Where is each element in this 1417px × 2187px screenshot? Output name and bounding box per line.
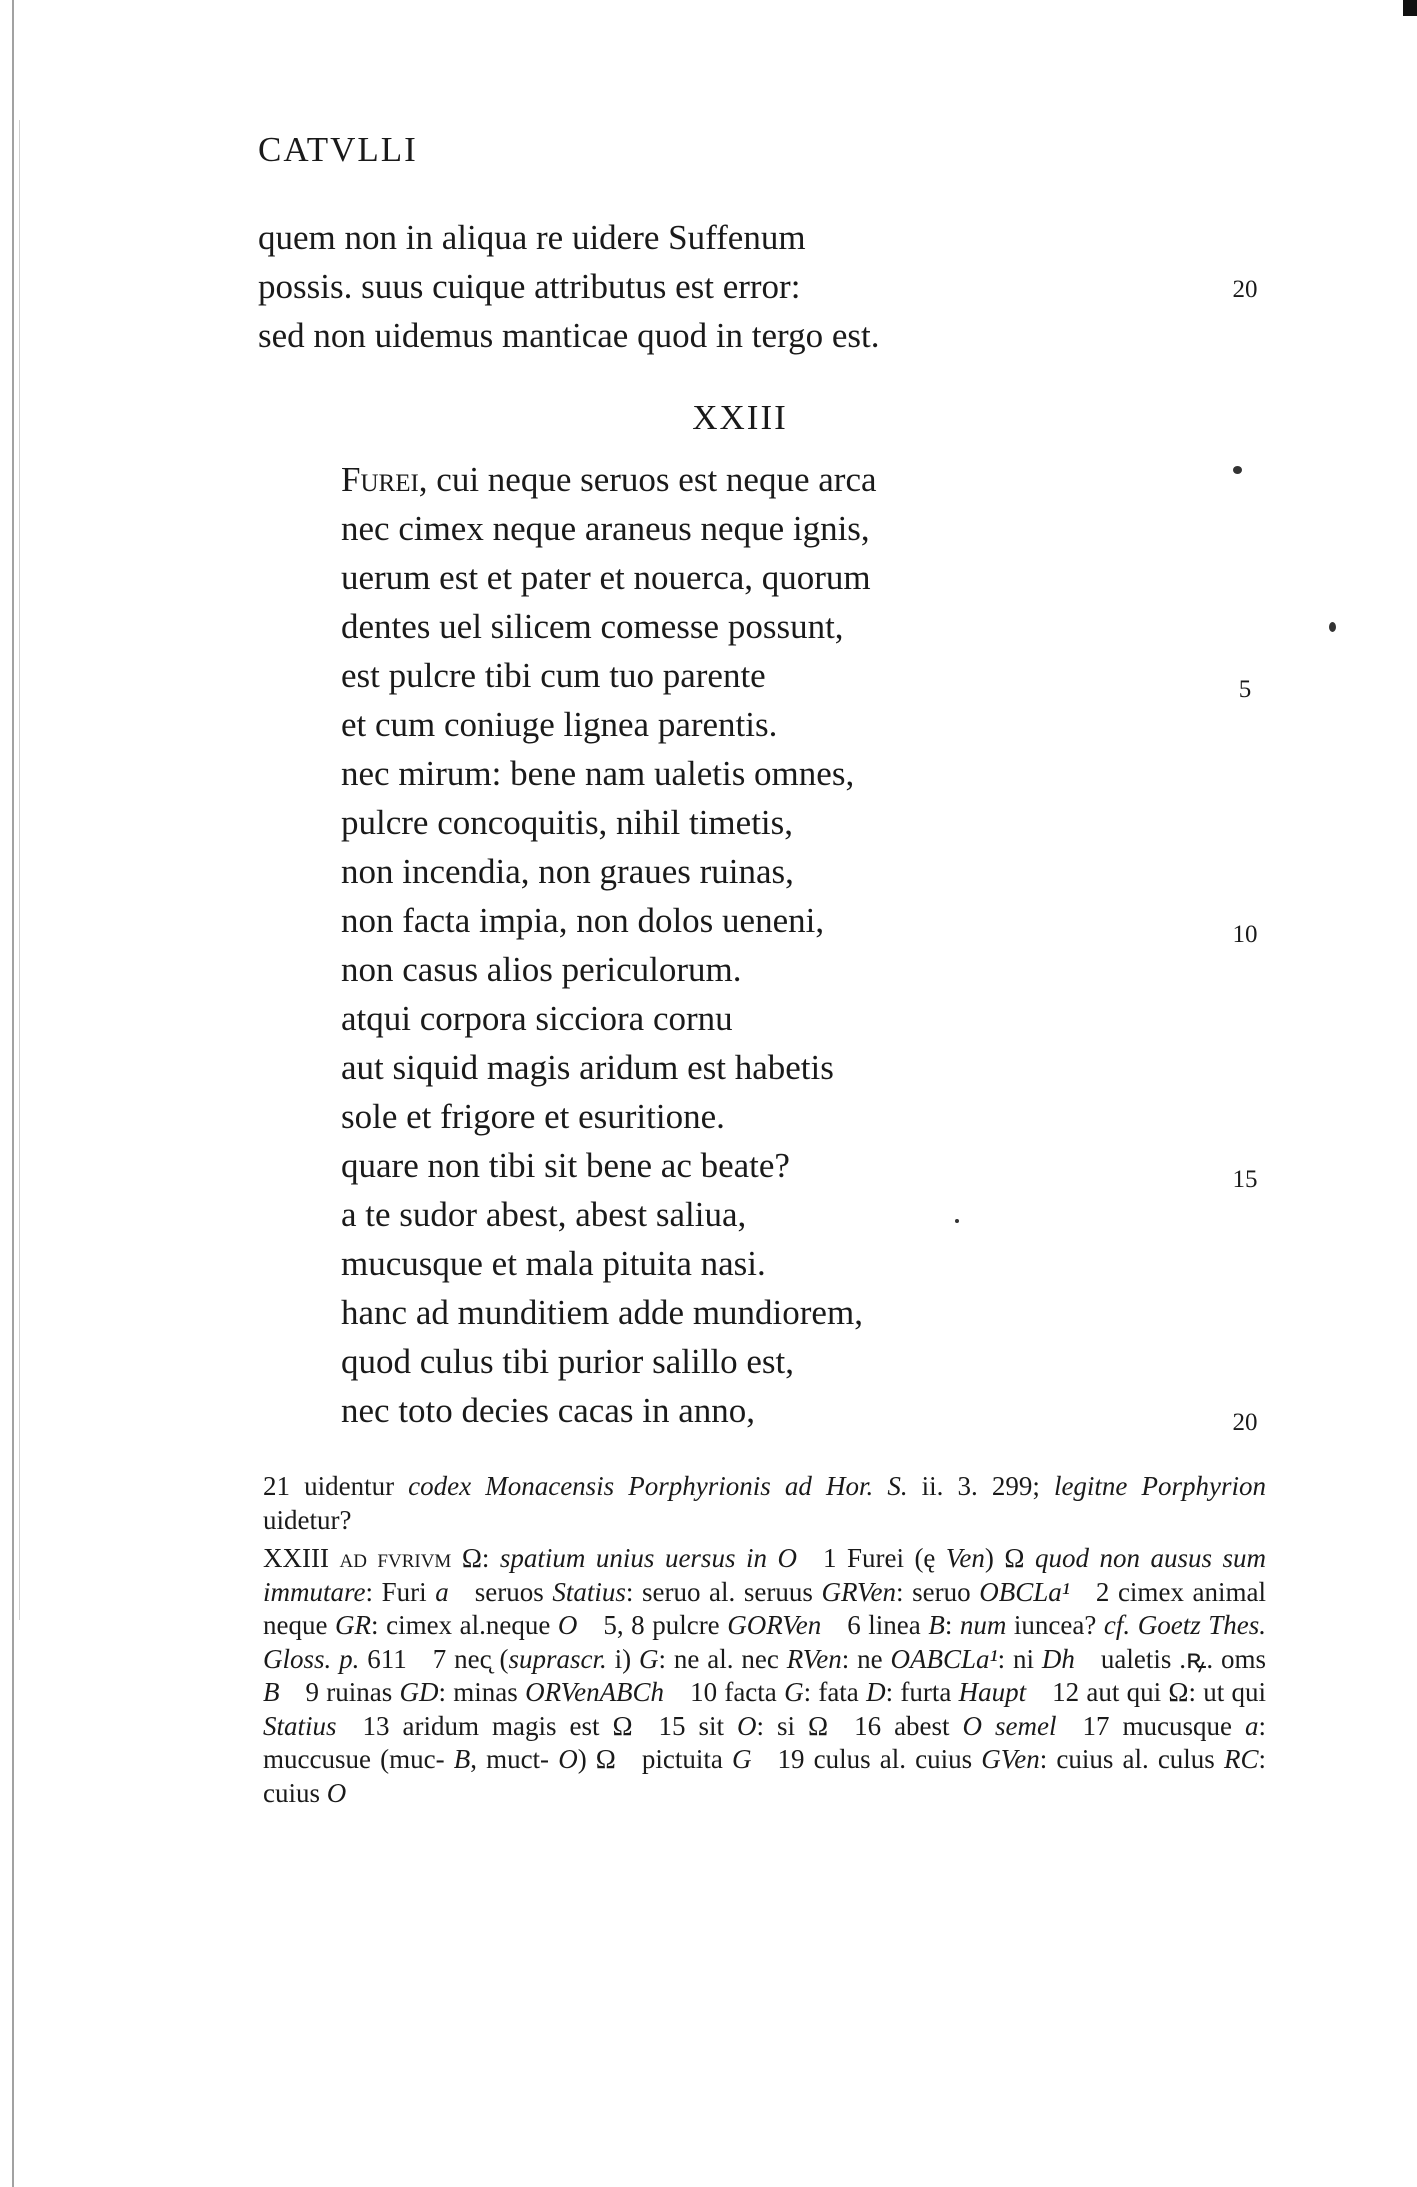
running-head: CATVLLI	[258, 130, 418, 169]
note-text: : cuius al. culus	[1039, 1744, 1224, 1774]
note-text: : ne	[841, 1643, 891, 1674]
siglum: GORVen	[727, 1610, 822, 1640]
note-text: : seruo	[896, 1576, 980, 1607]
verse-line: mucusque et mala pituita nasi.	[341, 1244, 766, 1283]
siglum: G	[731, 1744, 752, 1774]
note-text: 10 facta	[690, 1677, 785, 1707]
siglum: G	[784, 1677, 804, 1707]
note-text: 2 cimex animal neque	[263, 1576, 1267, 1640]
ink-speck	[1233, 466, 1242, 474]
note-italic: num	[959, 1610, 1007, 1640]
first-word: Furei,	[341, 460, 428, 499]
siglum: a	[1244, 1710, 1259, 1741]
ink-speck	[955, 1219, 959, 1223]
apparatus-note-21	[263, 1470, 1266, 1537]
note-italic: spatium unius uersus in O	[499, 1543, 797, 1573]
verse-line: et cum coniuge lignea parentis.	[341, 705, 778, 744]
note-text: 13 aridum magis est Ω	[362, 1710, 633, 1741]
siglum: Ω:	[451, 1543, 500, 1573]
verse-line: hanc ad munditiem adde mundiorem,	[341, 1293, 863, 1332]
first-line-rest: cui neque seruos est neque arca	[427, 460, 877, 499]
verse-line: nec mirum: bene nam ualetis omnes,	[341, 754, 855, 793]
note-text: : Furi	[365, 1576, 436, 1607]
note-text: : ni	[997, 1643, 1042, 1674]
note-text: : minas	[438, 1677, 526, 1707]
note-text: , muct-	[470, 1744, 559, 1774]
siglum: O	[558, 1744, 578, 1774]
note-text: ii. 3. 299;	[907, 1471, 1054, 1501]
verse-line: pulcre concoquitis, nihil timetis,	[341, 803, 794, 842]
verse-line: quem non in aliqua re uidere Suffenum	[258, 218, 806, 257]
scan-edge-line-inner	[19, 120, 20, 1620]
siglum: OBCLa¹	[979, 1576, 1070, 1607]
note-text: 7 nec̨ (	[432, 1643, 509, 1674]
siglum: GVen	[981, 1744, 1040, 1774]
siglum: GD	[399, 1677, 439, 1707]
apparatus-title: XXIII	[263, 1543, 329, 1573]
note-text: uidentur	[290, 1471, 409, 1501]
note-italic: codex Monacensis Porphyrionis ad Hor. S.	[408, 1471, 908, 1501]
note-text: 5, 8 pulcre	[603, 1610, 728, 1640]
verse-line: quod culus tibi purior salillo est,	[341, 1342, 795, 1381]
corner-ink-mark	[1403, 0, 1417, 16]
note-text: 15 sit	[658, 1710, 738, 1741]
note-text: : si Ω	[756, 1710, 829, 1741]
note-text: ) Ω	[577, 1744, 616, 1774]
note-text: seruos	[474, 1576, 553, 1607]
siglum: B	[453, 1744, 471, 1774]
note-text: : seruo al. seruus	[625, 1576, 822, 1607]
verse-line: nec cimex neque araneus neque ignis,	[341, 509, 870, 548]
verse-line: nec toto decies cacas in anno,	[341, 1391, 755, 1430]
note-italic: legitne Porphyrion	[1053, 1471, 1266, 1501]
siglum: a	[435, 1576, 449, 1607]
note-italic: cf. Goetz Thes. Gloss. p.	[263, 1610, 1267, 1674]
verse-line-first	[341, 460, 877, 500]
siglum: D	[866, 1677, 886, 1707]
note-text: 6 linea	[847, 1610, 929, 1640]
note-text: iuncea?	[1006, 1610, 1104, 1640]
line-number: 20	[1232, 276, 1258, 303]
note-text: : fata	[803, 1677, 867, 1707]
note-text: : cuius	[263, 1744, 1266, 1808]
note-text: : furta	[885, 1677, 959, 1707]
siglum: GRVen	[821, 1576, 897, 1607]
note-text: : ne al. nec	[658, 1643, 787, 1674]
siglum: B	[928, 1610, 945, 1640]
note-text: 12 aut qui Ω: ut qui	[1052, 1677, 1267, 1707]
verse-line: sole et frigore et esuritione.	[341, 1097, 725, 1136]
line-number: 10	[1232, 921, 1258, 948]
siglum: OABCLa¹	[890, 1643, 998, 1674]
note-text: uidetur?	[263, 1504, 352, 1535]
siglum: Haupt	[958, 1677, 1027, 1707]
siglum: B	[263, 1677, 280, 1707]
siglum: Ven	[945, 1543, 985, 1573]
note-text: 611	[359, 1643, 407, 1674]
siglum: RC	[1223, 1744, 1259, 1774]
note-text: :	[944, 1610, 960, 1640]
note-text: : cimex al.neque	[371, 1610, 558, 1640]
verse-line: dentes uel silicem comesse possunt,	[341, 607, 844, 646]
siglum: Dh	[1041, 1643, 1075, 1674]
verse-line: aut siquid magis aridum est habetis	[341, 1048, 834, 1087]
note-text: pictuita	[641, 1744, 732, 1774]
note-italic: quod non ausus sum immutare	[263, 1543, 1266, 1607]
apparatus-subtitle: ad fvrivm	[339, 1543, 452, 1573]
note-number: 21	[263, 1471, 290, 1501]
siglum: O	[557, 1610, 578, 1640]
note-text: 16 abest	[854, 1710, 963, 1741]
verse-line: non casus alios periculorum.	[341, 950, 742, 989]
apparatus-poem-xxiii	[263, 1542, 1266, 1810]
note-italic: suprascr.	[508, 1643, 607, 1674]
verse-line: atqui corpora sicciora cornu	[341, 999, 733, 1038]
siglum: Statius	[263, 1710, 337, 1741]
line-number: 15	[1232, 1166, 1258, 1193]
note-text: 17 mucusque	[1082, 1710, 1245, 1741]
siglum: GR	[335, 1610, 372, 1640]
verse-line: possis. suus cuique attributus est error:	[258, 267, 801, 306]
critical-apparatus	[263, 1470, 1266, 1810]
ink-speck	[1329, 622, 1336, 632]
verse-line: non facta impia, non dolos ueneni,	[341, 901, 825, 940]
verse-line: uerum est et pater et nouerca, quorum	[341, 558, 871, 597]
verse-line: sed non uidemus manticae quod in tergo est.	[258, 316, 880, 355]
line-number: 5	[1238, 676, 1252, 703]
siglum: Statius	[552, 1576, 626, 1607]
note-text: : muccusue (muc-	[263, 1710, 1266, 1774]
verse-line: a te sudor abest, abest saliua,	[341, 1195, 747, 1234]
verse-line: non incendia, non graues ruinas,	[341, 852, 794, 891]
note-text: ualetis .ꝶ. oms	[1100, 1643, 1266, 1674]
poem-title: XXIII	[692, 398, 788, 437]
siglum: G	[639, 1643, 659, 1674]
scan-edge-line	[12, 0, 14, 2187]
note-italic: O semel	[962, 1710, 1057, 1741]
siglum: O	[737, 1710, 757, 1741]
note-text: 1 Furei (ę	[822, 1543, 946, 1573]
note-text: 19 culus al. cuius	[777, 1744, 982, 1774]
note-text: i)	[606, 1643, 640, 1674]
note-text: 9 ruinas	[305, 1677, 400, 1707]
verse-line: est pulcre tibi cum tuo parente	[341, 656, 766, 695]
note-text: ) Ω	[984, 1543, 1035, 1573]
siglum: O	[326, 1777, 347, 1808]
line-number: 20	[1232, 1409, 1258, 1436]
siglum: ORVenABCh	[525, 1677, 665, 1707]
verse-line: quare non tibi sit bene ac beate?	[341, 1146, 790, 1185]
siglum: RVen	[786, 1643, 842, 1674]
